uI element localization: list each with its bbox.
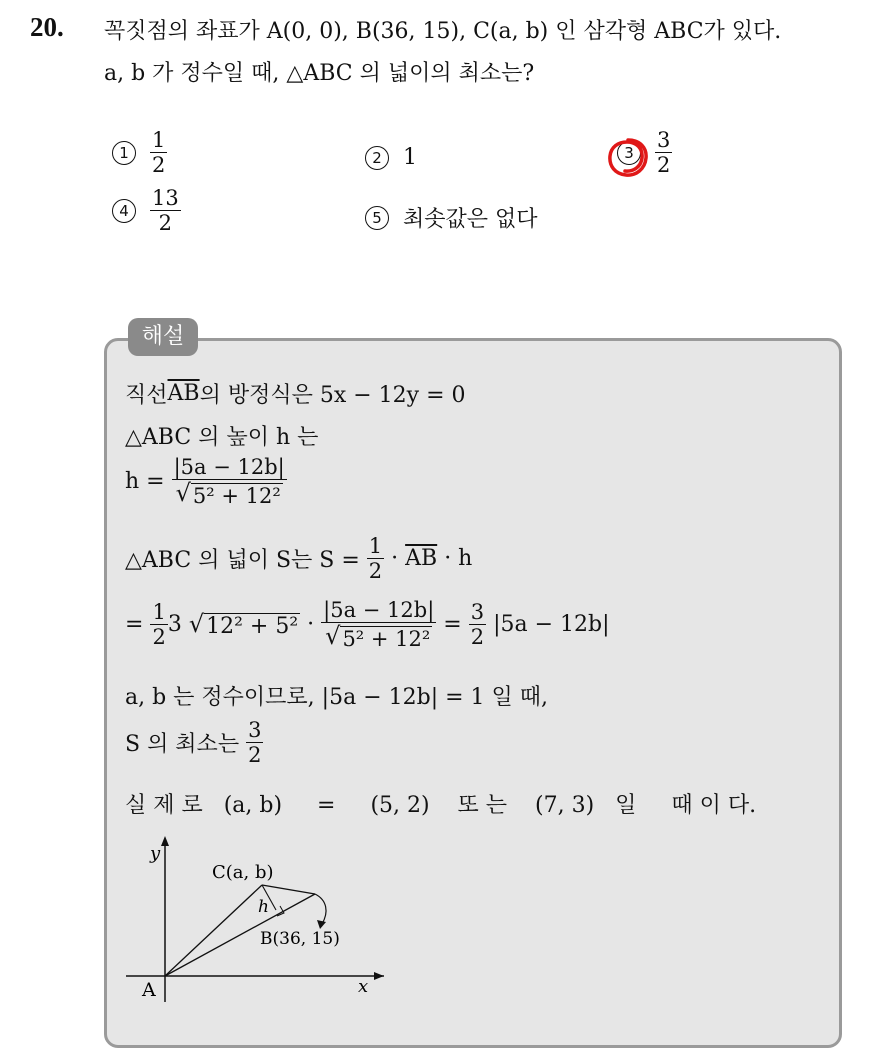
- y-label: y: [150, 843, 161, 864]
- height-fraction: [172, 455, 287, 508]
- min-numerator: 3: [248, 718, 262, 742]
- choice-4-denominator: 2: [158, 211, 173, 236]
- area-half-numerator: 1: [368, 534, 383, 558]
- choice-marker-3: 3: [617, 141, 641, 165]
- choice-4-fraction: [150, 186, 181, 235]
- h-equals: h =: [125, 469, 165, 495]
- area-prefix: △ABC 의 넓이 S는 S =: [125, 548, 360, 574]
- choice-1-denominator: 2: [152, 153, 166, 178]
- choice-marker-4: 4: [112, 199, 136, 223]
- area-suffix: · h: [444, 546, 473, 572]
- h-radicand: 5² + 12²: [342, 627, 431, 652]
- three-halves: [469, 600, 486, 649]
- min-prefix: S 의 최소는: [125, 732, 240, 758]
- choice-2[interactable]: [365, 145, 417, 170]
- point-c-label: C(a, b): [212, 862, 274, 883]
- solution-line-3: [125, 455, 287, 508]
- solution-line-1: [125, 378, 466, 409]
- half-fraction: [150, 600, 167, 649]
- choice-marker-1: 1: [112, 141, 136, 165]
- h-denominator: √ 5² + 12²: [325, 622, 431, 652]
- question-line-2: a, b 가 정수일 때, △ABC 의 넓이의 최소는?: [104, 61, 535, 86]
- point-a-label: A: [142, 979, 156, 1001]
- line-1-suffix: 의 방정식은 5x − 12y = 0: [199, 383, 466, 408]
- solution-line-5: = $\frac{1}{2}$ 3 √ 12² + 5² · |5a − 12b| √ 5² + 12² = $\frac{3}{2}$ |5a − 12b|: [125, 598, 610, 652]
- choice-3-fraction: [655, 128, 672, 177]
- solution-line-2: △ABC 의 높이 h 는: [125, 425, 319, 450]
- three-halves-denominator: 2: [470, 625, 485, 650]
- point-b-label: B(36, 15): [260, 929, 340, 949]
- curve-arrow-head-icon: [317, 920, 326, 929]
- area-half: [367, 534, 384, 583]
- solution-line-8: 실 제 로 (a, b) = (5, 2) 또 는 (7, 3) 일 때 이 다.: [125, 793, 757, 818]
- equals-sign: =: [125, 612, 144, 638]
- min-denominator: 2: [248, 743, 262, 768]
- height-numerator: |5a − 12b|: [173, 455, 285, 479]
- question-line-1: 꼭짓점의 좌표가 A(0, 0), B(36, 15), C(a, b) 인 삼각형 ABC가 있다.: [104, 19, 782, 44]
- segment-ab-2: $\overline{AB}$: [405, 546, 438, 572]
- side-cb: [262, 885, 315, 894]
- choice-2-text: 1: [403, 145, 417, 170]
- choice-1-fraction: [150, 128, 167, 177]
- choice-3-numerator: 3: [657, 128, 671, 152]
- question-number: 20.: [30, 12, 64, 42]
- answer-selected-circle-mark: [606, 136, 650, 180]
- choice-5-text: 최솟값은 없다: [403, 207, 538, 232]
- solution-tag: 해설: [128, 318, 198, 356]
- line-1-prefix: 직선: [125, 383, 168, 408]
- half-denominator: 2: [152, 625, 166, 650]
- h-numerator: |5a − 12b|: [323, 598, 435, 622]
- choice-1[interactable]: [112, 128, 167, 177]
- min-fraction: [246, 718, 263, 767]
- coef-three: 3: [167, 612, 182, 638]
- choice-4-numerator: 13: [152, 186, 179, 210]
- x-axis-arrow-icon: [374, 972, 384, 980]
- half-numerator: 1: [152, 600, 166, 624]
- h-fraction: [321, 598, 436, 651]
- height-denominator: √ 5² + 12²: [175, 479, 281, 509]
- choice-4[interactable]: [112, 186, 181, 235]
- abs-expression: |5a − 12b|: [493, 612, 610, 638]
- solution-line-7: [125, 718, 263, 767]
- curve-arrow: [315, 894, 326, 924]
- triangle-diagram: [120, 832, 400, 1007]
- ab-radicand: 12² + 5²: [206, 614, 299, 640]
- choice-5[interactable]: [365, 202, 538, 233]
- height-radicand: 5² + 12²: [192, 484, 281, 509]
- choice-marker-2: 2: [365, 146, 389, 170]
- x-label: x: [358, 976, 369, 997]
- ab-length-root: √ 12² + 5²: [188, 610, 299, 640]
- three-halves-numerator: 3: [470, 600, 485, 624]
- solution-line-4: △ABC 의 넓이 S는 S = $\frac{1}{2}$ · $\overline{AB}$ · h: [125, 534, 473, 584]
- choice-1-numerator: 1: [152, 128, 166, 152]
- area-half-denominator: 2: [368, 559, 383, 584]
- solution-line-6: a, b 는 정수이므로, |5a − 12b| = 1 일 때,: [125, 685, 549, 710]
- height-label: h: [258, 897, 269, 917]
- y-axis-arrow-icon: [161, 836, 169, 846]
- choice-3-denominator: 2: [657, 153, 671, 178]
- choice-marker-5: 5: [365, 206, 389, 230]
- segment-ab: $\overline{AB}$: [167, 381, 200, 406]
